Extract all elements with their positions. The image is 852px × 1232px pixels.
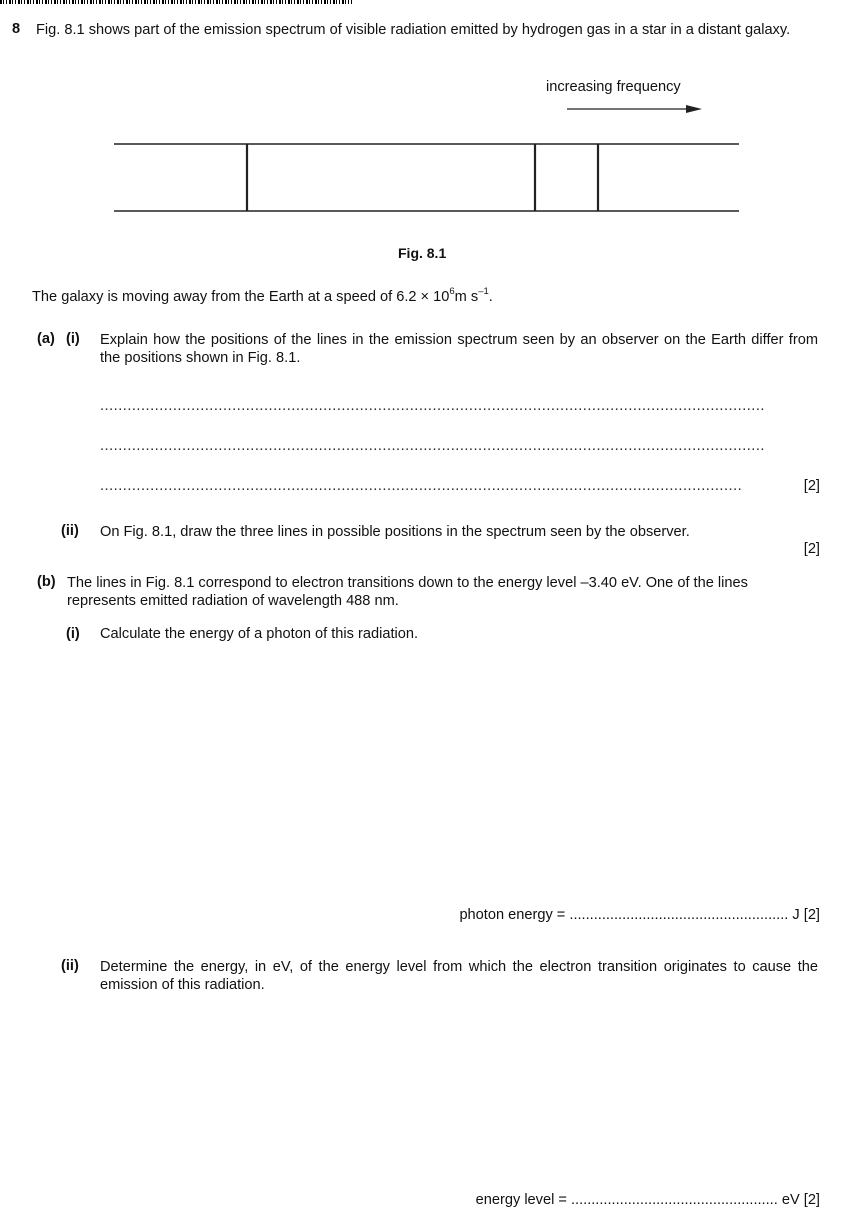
- marks-a-i: [2]: [803, 478, 820, 494]
- energy-level-unit: eV: [781, 1192, 800, 1208]
- energy-level-label: energy level =: [475, 1192, 567, 1208]
- part-b-ii-question: Determine the energy, in eV, of the energy level from which the electron transition originates to cause the emission of this radiation.: [100, 959, 818, 993]
- part-b-i-label: (i): [66, 626, 80, 642]
- question-intro: Fig. 8.1 shows part of the emission spectrum of visible radiation emitted by hydrogen gas in a star in a distant galaxy.: [36, 22, 791, 38]
- marks-b-ii: [2]: [803, 1192, 820, 1208]
- energy-level-answer: [476, 1192, 820, 1208]
- answer-line-2[interactable]: ..................................................................................................................................................: [100, 438, 765, 454]
- direction-arrow: [567, 105, 702, 113]
- photon-energy-answer: [459, 907, 820, 923]
- part-b-ii-label: (ii): [61, 958, 79, 974]
- galaxy-speed-statement: The galaxy is moving away from the Earth at a speed of $6.2 \times 10^6m$ $s^{-1}$.: [32, 286, 493, 305]
- marks-a-ii: [2]: [803, 541, 820, 557]
- photon-energy-unit: J: [792, 907, 800, 923]
- answer-line-3[interactable]: .............................................................................................................................................: [100, 478, 743, 494]
- part-b-label: (b): [37, 574, 56, 590]
- marks-b-i: [2]: [803, 907, 820, 923]
- part-b-stem: The lines in Fig. 8.1 correspond to electron transitions down to the energy level –3.40 eV. One of the lines represents emitted radiation of wavelength 488 nm.: [67, 575, 748, 609]
- part-b-i-question: Calculate the energy of a photon of this radiation.: [100, 626, 419, 642]
- question-number: 8: [12, 21, 21, 37]
- part-a-i-question: Explain how the positions of the lines in the emission spectrum seen by an observer on the Earth differ from the positions shown in Fig. 8.1.: [100, 332, 818, 366]
- photon-energy-label: photon energy =: [459, 907, 566, 923]
- frequency-direction-label: increasing frequency: [546, 79, 681, 95]
- spectrum-figure: [0, 0, 852, 240]
- energy-level-field[interactable]: ...................................................: [570, 1192, 778, 1208]
- part-a-label: (a): [37, 331, 55, 347]
- part-a-ii-label: (ii): [61, 523, 79, 539]
- photon-energy-field[interactable]: ......................................................: [569, 907, 789, 923]
- part-a-i-label: (i): [66, 331, 80, 347]
- figure-caption: Fig. 8.1: [398, 245, 447, 261]
- answer-line-1[interactable]: ..................................................................................................................................................: [100, 398, 765, 414]
- part-a-ii-question: On Fig. 8.1, draw the three lines in possible positions in the spectrum seen by the observer.: [100, 524, 690, 540]
